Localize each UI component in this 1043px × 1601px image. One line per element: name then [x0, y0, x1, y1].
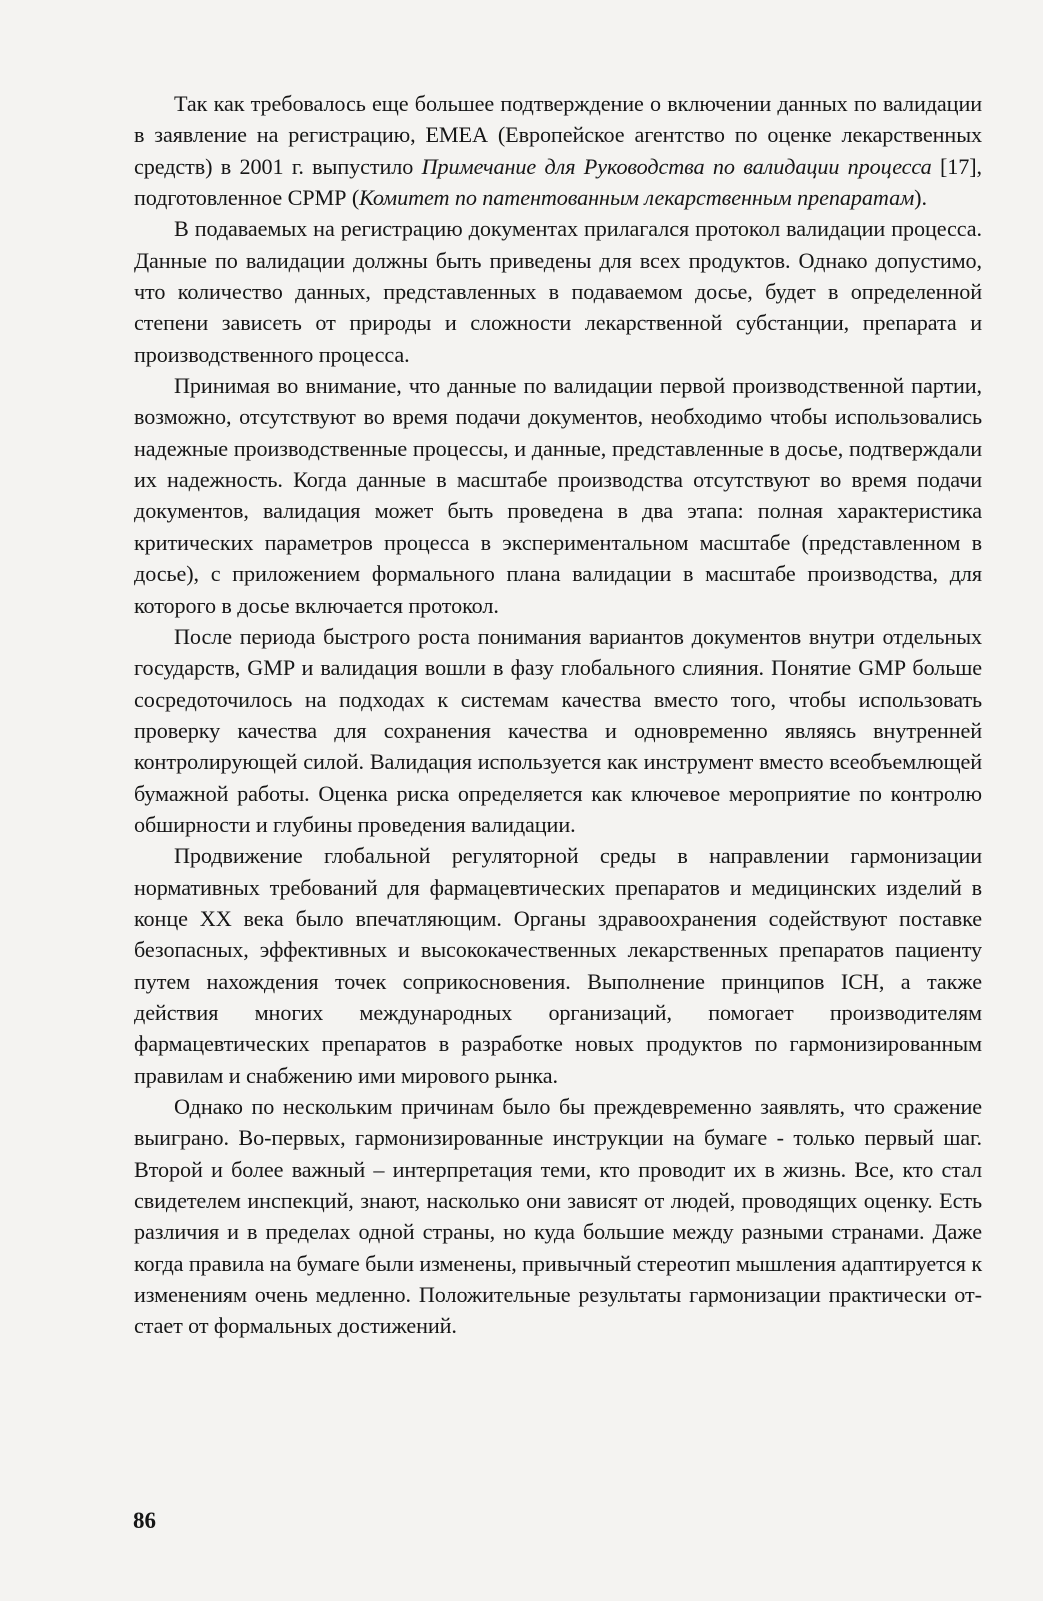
text-run: Принимая во внимание, что данные по валидации первой производственной партии, возможно, отсутствуют во время подачи документов, необходимо чтобы использовались надежные производственные процессы, и данные, представленные в досье, подтверждали их надежность. Когда данные в масштабе производства отсутствуют во время подачи документов, валидация может быть проведена в два этапа: полная характеристика критических параметров процесса в экспериментальном масштабе (представленном в досье), с приложением формального плана валидации в масштабе производства, для которого в досье включается протокол. [134, 373, 982, 618]
text-run: После периода быстрого роста понимания вариантов документов внутри отдельных государств, GMP и валидация вошли в фазу глобального слияния. Понятие GMP больше сосредоточилось на подходах к системам качества вместо того, чтобы использовать проверку качества для сохранения качества и одновременно являясь внутренней контролирующей силой. Валидация используется как инструмент вместо всеобъемлющей бумажной работы. Оценка риска определяется как ключевое мероприятие по контролю обширности и глубины проведения валидации. [134, 623, 982, 837]
text-run: Однако по нескольким причинам было бы преждевременно заявлять, что сражение выиграно. Во-первых, гармонизированные инструкции на бумаге - только первый шаг. Второй и более важный – интерпретация теми, кто проводит их в жизнь. Все, кто стал свидетелем инспекций, знают, насколько они зависят от людей, проводящих оценку. Есть различия и в пределах одной страны, но куда большие между разными странами. Даже когда правила на бумаге были изменены, привычный стереотип мышления адаптируется к изменениям очень медленно. Положительные результаты гармонизации практически отстает от формальных достижений. [134, 1094, 982, 1339]
page-number: 86 [133, 1508, 156, 1533]
text-run: ). [914, 185, 927, 211]
italic-run: Комитет по патентованным лекарственным препаратам [359, 185, 915, 211]
paragraph-2 [134, 213, 982, 370]
paragraph-3 [134, 370, 982, 621]
paragraph-6 [134, 1091, 982, 1342]
paragraph-1 [134, 88, 982, 213]
paragraph-4 [134, 621, 982, 840]
text-run: Продвижение глобальной регуляторной среды в направлении гармонизации нормативных требований для фармацевтических препаратов и медицинских изделий в конце XX века было впечатляющим. Органы здравоохранения содействуют поставке безопасных, эффективных и высококачественных лекарственных препаратов пациенту путем нахождения точек соприкосновения. Выполнение принципов ICH, а также действия многих международных организаций, помогает производителям фармацевтических препаратов в разработке новых продуктов по гармонизированным правилам и снабжению ими мирового рынка. [134, 843, 982, 1088]
italic-run: Примечание для Руководства по валидации процесса [421, 153, 932, 179]
paragraph-5 [134, 840, 982, 1091]
text-run: В подаваемых на регистрацию документах прилагался протокол валидации процесса. Данные по валидации должны быть приведены для всех продуктов. Однако допустимо, что количество данных, представленных в подаваемом досье, будет в определенной степени зависеть от природы и сложности лекарственной субстанции, препарата и производственного процесса. [134, 216, 982, 367]
text-run: [17], подготовленное СРМР ( [134, 153, 982, 211]
page-body [134, 88, 982, 1342]
text-run: Так как требовалось еще большее подтверждение о включении данных по валидации в заявление на регистрацию, ЕМЕА (Европейское агентство по оценке лекарственных средств) в 2001 г. выпустило [134, 91, 982, 179]
